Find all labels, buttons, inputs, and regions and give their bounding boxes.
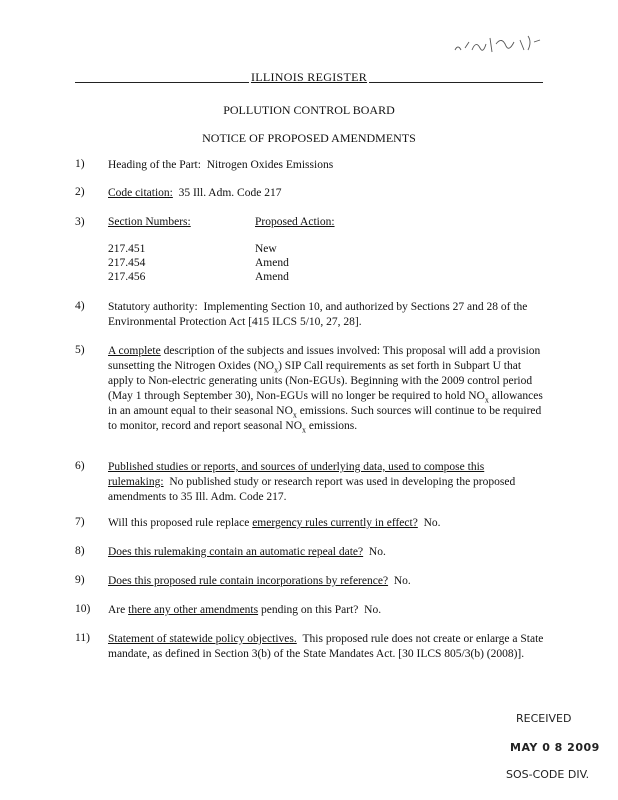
section-number: 217.451 [108, 243, 146, 255]
proposed-action: New [255, 243, 277, 255]
item-statutory-authority: Statutory authority: Implementing Section 10, and authorized by Sections 27 and 28 of the Environmental Protection Act [415 ILCS 5/10, 27, 28]. [108, 301, 528, 328]
item-incorporations: Does this proposed rule contain incorporations by reference? No. [108, 575, 411, 587]
proposed-action: Amend [255, 271, 289, 283]
agency-name: POLLUTION CONTROL BOARD [223, 103, 395, 117]
item-code-citation: Code citation: 35 Ill. Adm. Code 217 [108, 187, 282, 199]
section-number: 217.456 [108, 271, 146, 283]
item-number: 7) [75, 516, 85, 528]
handwritten-mark [450, 30, 550, 60]
item-number: 10) [75, 603, 91, 615]
notice-title: NOTICE OF PROPOSED AMENDMENTS [202, 131, 416, 145]
item-published-studies: Published studies or reports, and sources of underlying data, used to compose this rulemaking: No published study or research report was used in developing the proposed amendments to 35 Ill. Adm. Code 217. [108, 461, 516, 503]
section-number: 217.454 [108, 257, 146, 269]
item-other-amendments: Are there any other amendments pending on this Part? No. [108, 604, 382, 616]
section-numbers-header: Section Numbers: [108, 216, 191, 228]
received-stamp: RECEIVED [516, 712, 572, 725]
division-stamp: SOS-CODE DIV. [506, 768, 590, 781]
item-policy-objectives: Statement of statewide policy objectives. This proposed rule does not create or enlarge a State mandate, as defined in Section 3(b) of the State Mandates Act. [30 ILCS 805/3(b) (2008)]. [108, 633, 544, 660]
proposed-action: Amend [255, 257, 289, 269]
item-repeal-date: Does this rulemaking contain an automatic repeal date? No. [108, 546, 386, 558]
item-description: A complete description of the subjects and issues involved: This proposal will add a provision sunsetting the Nitrogen Oxides $(NO_x)$ SIP Call requirements as set forth in Subpart U that apply to Non-electric generating units (Non-EGUs). Beginning with the 2009 control period (May 1 through September 30), Non-EGUs will no longer be required to hold $NO_x$ allowances in an amount equal to their seasonal $NO_x$ emissions. Such sources will continue to be required to monitor, record and report seasonal $NO_x$ emissions. [108, 345, 543, 435]
item-number: 6) [75, 460, 85, 472]
item-number: 3) [75, 216, 85, 228]
register-title: ILLINOIS REGISTER [250, 70, 368, 84]
item-number: 11) [75, 632, 90, 644]
item-number: 8) [75, 545, 85, 557]
item-number: 2) [75, 186, 85, 198]
received-date-stamp: MAY 0 8 2009 [510, 741, 600, 754]
item-number: 5) [75, 344, 85, 356]
item-number: 9) [75, 574, 85, 586]
proposed-action-header: Proposed Action: [255, 216, 335, 228]
item-number: 4) [75, 300, 85, 312]
item-replace-emergency: Will this proposed rule replace emergency rules currently in effect? No. [108, 517, 441, 529]
item-number: 1) [75, 158, 85, 170]
item-heading-of-part: Heading of the Part: Nitrogen Oxides Emissions [108, 159, 334, 171]
